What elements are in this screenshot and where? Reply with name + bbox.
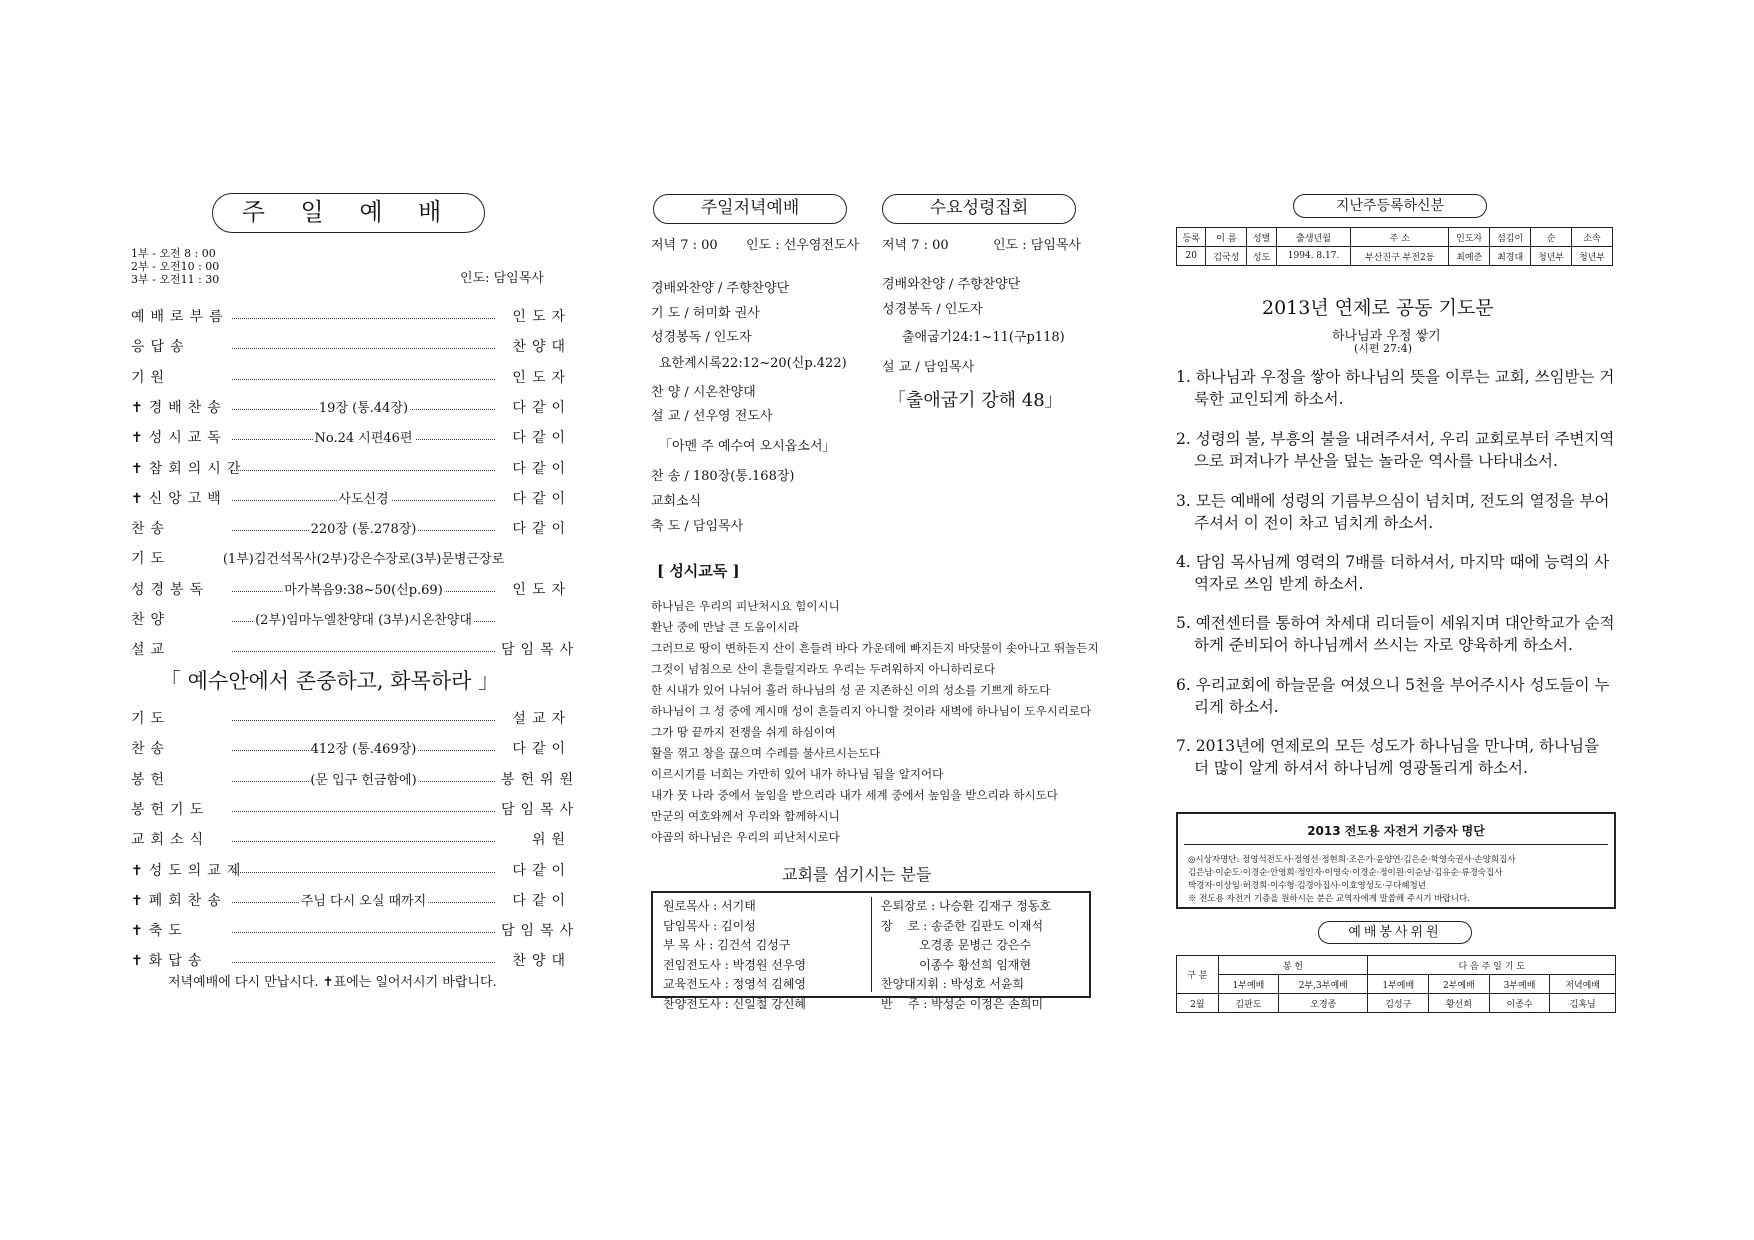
newcomer-cell: 최경대: [1490, 247, 1531, 266]
service-item-person: 다같이: [512, 490, 571, 507]
service-item: [131, 306, 571, 326]
service-item: [131, 518, 571, 538]
service-item-leader-dots: [232, 488, 495, 508]
wednesday-line: 설 교 / 담임목사: [882, 360, 975, 375]
newcomer-cell: 청년부: [1531, 247, 1572, 266]
service-item-person: 인도자: [512, 309, 571, 325]
donor-line: 박경자·이상임·허경희·이수형·김경아집사·이효영성도·구다혜청년: [1188, 881, 1426, 891]
evening-line: 교회소식: [651, 494, 702, 509]
psalm-line: 이르시기를 너희는 가만히 있어 내가 하나님 됨을 알지어다: [651, 767, 944, 781]
service-item-label: 찬송: [131, 521, 171, 538]
committee-subheader-cell: 1부예배: [1218, 975, 1279, 994]
prayer-item: 7. 2013년에 연제로의 모든 성도가 하나님을 만나며, 하나님을 더 많이 알게 하셔서 하나님께 영광돌리게 하소서.: [1176, 737, 1600, 777]
servant-line: 교육전도사 : 정영석 김혜영: [663, 977, 806, 991]
service-item-label: ✝신앙고백: [131, 490, 227, 507]
service-item-label: 성경봉독: [131, 581, 210, 598]
psalm-line: 활을 꺾고 창을 끊으며 수레를 불사르시는도다: [651, 746, 881, 760]
newcomer-cell: 최예준: [1449, 247, 1490, 266]
service-item: [131, 367, 571, 387]
service-item: [131, 860, 571, 880]
evening-line: 성경봉독 / 인도자: [651, 330, 752, 345]
wednesday-time: 저녁 7 : 00: [882, 238, 949, 253]
committee-cell: 김혹님: [1550, 994, 1616, 1013]
donor-line: ◎시상자명단: 정영석전도사·정영선·정현희·조은가·윤양연·김은순·학영숙권사·손양희집사: [1188, 855, 1516, 865]
service-item-person: 다같이: [512, 460, 571, 477]
service-item-leader-dots: [232, 829, 495, 849]
committee-cell: 김성구: [1368, 994, 1429, 1013]
newcomer-header-cell: 소속: [1572, 228, 1613, 247]
committee-cell: 2월: [1177, 994, 1219, 1013]
service-item-detail: 마가복음9:38~50(신p.69): [282, 579, 445, 598]
service-item-leader-dots: [232, 336, 495, 356]
service-item: [131, 639, 580, 659]
service-item-detail: 220장 (통.278장): [309, 518, 419, 537]
committee-subheader-cell: 2부,3부예배: [1279, 975, 1368, 994]
service-item-label: ✝경배찬송: [131, 399, 227, 416]
psalm-line: 내가 뭇 나라 중에서 높임을 받으리라 내가 세계 중에서 높임을 받으리라 하시도다: [651, 788, 1058, 802]
service-item-label: 교회소식: [131, 832, 210, 849]
service-item-person: 찬양대: [512, 339, 571, 356]
service-item-leader-dots: [232, 397, 495, 417]
servants-right: [881, 897, 1051, 1014]
service-item-label: 봉헌기도: [131, 801, 210, 818]
service-item-detail: 주님 다시 오실 때까지: [299, 890, 428, 909]
committee-header-row: [1177, 956, 1616, 975]
servant-line: 전임전도사 : 박경원 선우영: [663, 957, 806, 972]
servant-line: 장 로 : 송준한 김판도 이재석: [881, 918, 1044, 933]
service-item-label: 기도: [131, 711, 171, 727]
service-item-detail: 19장 (통.44장): [317, 397, 410, 416]
service-item-label: 찬양: [131, 612, 171, 628]
psalm-line: 환난 중에 만날 큰 도움이시라: [651, 620, 799, 634]
service-item-leader-dots: [222, 548, 505, 568]
evening-line: 경배와찬양 / 주향찬양단: [651, 281, 790, 296]
prayer-item: 6. 우리교회에 하늘문을 여셨으니 5천을 부어주시사 성도들이 누리게 하소서.: [1176, 676, 1610, 716]
service-item-person: 다같이: [512, 741, 571, 758]
committee-table: [1176, 955, 1616, 1013]
donors-divider: [1184, 844, 1608, 845]
service-item-person: 다같이: [512, 430, 571, 447]
prayer-item: 4. 담임 목사님께 영력의 7배를 더하셔서, 마지막 때에 능력의 사역자로 쓰임 받게 하소서.: [1176, 553, 1610, 593]
service-item-label: 설교: [131, 642, 171, 659]
committee-title: 예배봉사위원: [1348, 925, 1442, 940]
sunday-leader: 인도: 담임목사: [460, 271, 544, 286]
service-item-person: 다같이: [512, 399, 571, 416]
service-item-label: 응답송: [131, 339, 190, 356]
prayer-subref: (시편 27:4): [1354, 342, 1413, 355]
service-item-person: 위원: [531, 832, 571, 849]
prayer-item: 3. 모든 예배에 성령의 기름부으심이 넘치며, 전도의 열정을 부어주셔서 이 전이 차고 넘치게 하소서.: [1176, 492, 1610, 532]
committee-data-row: [1177, 994, 1616, 1013]
committee-cell: 이종수: [1489, 994, 1550, 1013]
service-item-label: 기원: [131, 369, 171, 386]
committee-subheader-cell: 2부예배: [1429, 975, 1490, 994]
wednesday-title-box: [882, 194, 1076, 224]
service-item-leader-dots: [232, 708, 495, 728]
service-times: [131, 247, 219, 286]
newcomer-cell: 부산진구 부전2동: [1351, 247, 1449, 266]
servants-left: [663, 897, 806, 1014]
sunday-footer: 저녁예배에 다시 만납시다. ✝표에는 일어서시기 바랍니다.: [168, 975, 497, 990]
donors-list: [1188, 854, 1516, 906]
evening-line: 찬 양 / 시온찬양대: [651, 385, 756, 400]
service-item-person: 봉헌위원: [501, 771, 580, 788]
committee-cell: 오경종: [1279, 994, 1368, 1013]
committee-cell: 김판도: [1218, 994, 1279, 1013]
newcomer-header-cell: 출생년월: [1276, 228, 1350, 247]
service-item-label: ✝성도의교제: [131, 862, 247, 879]
committee-h-0: 구 분: [1177, 956, 1219, 994]
service-item-person: 찬양대: [512, 953, 571, 970]
service-item-label: 찬송: [131, 741, 171, 758]
service-item: [131, 799, 580, 819]
evening-line: 찬 송 / 180장(통.168장): [651, 469, 795, 484]
time-3: 3부 - 오전11 : 30: [131, 273, 220, 286]
prayer-item: 2. 성령의 불, 부흥의 불을 내려주셔서, 우리 교회로부터 주변지역으로 퍼져나가 부산을 덮는 놀라운 역사를 나타내소서.: [1176, 430, 1615, 470]
evening-title: 주일저녁예배: [700, 198, 800, 218]
service-item: [131, 336, 571, 356]
service-item: [131, 458, 571, 478]
newcomer-title: 지난주등록하신분: [1335, 198, 1445, 214]
psalm-line: 그가 땅 끝까지 전쟁을 쉬게 하심이여: [651, 725, 836, 739]
committee-subheader-row: [1177, 975, 1616, 994]
servant-line: 찬양전도사 : 신일철 강신혜: [663, 996, 806, 1011]
prayer-title: 2013년 연제로 공동 기도문: [1262, 297, 1494, 319]
committee-subheader-cell: 1부예배: [1368, 975, 1429, 994]
service-item-leader-dots: [232, 518, 495, 538]
psalm-line: 그러므로 땅이 변하든지 산이 흔들려 바다 가운데에 빠지든지 바닷물이 솟아나고 뛰놀든지: [651, 641, 1099, 655]
servants-box: [651, 891, 1091, 1011]
servant-line: 담임목사 : 김이성: [663, 918, 756, 933]
service-item: [131, 829, 571, 849]
newcomer-cell: 성도: [1247, 247, 1276, 266]
service-item-person: 인도자: [512, 581, 571, 598]
psalm-line: 한 시내가 있어 나뉘어 흘러 하나님의 성 곧 지존하신 이의 성소를 기쁘게 하도다: [651, 683, 1051, 697]
time-2: 2부 - 오전10 : 00: [131, 260, 220, 273]
service-item-leader-dots: [232, 579, 495, 599]
evening-line: 「아멘 주 예수여 오시옵소서」: [659, 439, 836, 454]
evening-leader: 인도 : 선우영전도사: [746, 238, 860, 253]
wednesday-sermon: 「출애굽기 강해 48」: [888, 390, 1063, 411]
service-item-person: 담임목사: [501, 801, 580, 818]
service-item-person: 다같이: [512, 892, 571, 909]
service-item-label: ✝폐회찬송: [131, 892, 227, 909]
servant-line: 이종수 황선희 임재현: [881, 957, 1032, 972]
newcomer-header-cell: 인도자: [1449, 228, 1490, 247]
psalm-line: 만군의 여호와께서 우리와 함께하시니: [651, 809, 840, 823]
service-item-detail: (1부)김건석목사(2부)강은수장로(3부)문병근장로: [221, 548, 506, 567]
service-item-person: 설교자: [512, 711, 571, 727]
servant-line: 반 주 : 박성순 이정은 손희미: [881, 996, 1044, 1011]
evening-line: 기 도 / 허미화 권사: [651, 306, 760, 321]
service-item-person: 담임목사: [501, 642, 580, 659]
service-item-label: ✝성시교독: [131, 430, 227, 447]
service-item: [131, 708, 571, 728]
service-item: [131, 769, 580, 789]
newcomer-header-cell: 성별: [1247, 228, 1276, 247]
service-item-label: 기도: [131, 551, 171, 568]
service-item: [131, 890, 571, 910]
newcomer-header-cell: 순: [1531, 228, 1572, 247]
prayer-subtitle: 하나님과 우정 쌓기: [1332, 329, 1441, 344]
psalm-line: 하나님이 그 성 중에 계시매 성이 흔들리지 아니할 것이라 새벽에 하나님이 도우시리로다: [651, 704, 1092, 718]
service-item: [131, 548, 571, 568]
prayer-item: 5. 예전센터를 통하여 차세대 리더들이 세워지며 대안학교가 순적하게 준비되어 하나님께서 쓰시는 자로 양육하게 하소서.: [1176, 614, 1615, 654]
servant-line: 오경종 문병근 강은수: [881, 938, 1032, 952]
evening-title-box: [653, 194, 847, 224]
service-item-label: ✝화답송: [131, 953, 208, 970]
service-item-leader-dots: [232, 860, 495, 880]
service-item-label: ✝참회의시간: [131, 460, 247, 477]
wednesday-line: 성경봉독 / 인도자: [882, 302, 983, 317]
service-item-detail: No.24 시편46편: [313, 427, 415, 446]
newcomer-header-cell: 섬김이: [1490, 228, 1531, 247]
service-item-leader-dots: [232, 738, 495, 758]
service-item-person: 담임목사: [501, 923, 580, 940]
donors-title: 2013 전도용 자전거 기증자 명단: [1307, 824, 1485, 838]
service-item: [131, 920, 580, 940]
evening-time: 저녁 7 : 00: [651, 238, 718, 253]
prayer-item: 1. 하나님과 우정을 쌓아 하나님의 뜻을 이루는 교회, 쓰임받는 거룩한 교인되게 하소서.: [1176, 368, 1615, 408]
donor-line: 김은남·이순도·이경순·안영희·정인자·이영숙·이경순·정이원·이순남·김유순·류경숙집사: [1188, 868, 1503, 878]
sunday-title: 주 일 예 배: [241, 198, 456, 226]
psalm-line: 야곱의 하나님은 우리의 피난처시로다: [651, 830, 840, 844]
newcomer-cell: 20: [1177, 247, 1206, 266]
servant-line: 원로목사 : 서기태: [663, 899, 756, 913]
service-item-leader-dots: [232, 609, 495, 629]
psalm-line: 그것이 넘침으로 산이 흔들릴지라도 우리는 두려워하지 아니하리로다: [651, 662, 996, 676]
service-item: [131, 427, 571, 447]
service-item-detail: 412장 (통.469장): [309, 738, 419, 757]
sunday-sermon-title: 「 예수안에서 존중하고, 화목하라 」: [160, 669, 500, 693]
wednesday-line: 경배와찬양 / 주향찬양단: [882, 277, 1021, 292]
service-item: [131, 738, 571, 758]
service-item-detail: 사도신경: [336, 488, 390, 507]
service-item-leader-dots: [232, 639, 495, 659]
service-item-label: ✝축도: [131, 923, 188, 940]
evening-line: 축 도 / 담임목사: [651, 519, 744, 534]
wednesday-title: 수요성령집회: [929, 198, 1029, 218]
service-item-leader-dots: [232, 367, 495, 387]
newcomer-header-cell: 이 름: [1206, 228, 1247, 247]
servant-line: 찬양대지휘 : 박성호 서윤희: [881, 977, 1024, 991]
service-item-label: 예배로부름: [131, 309, 229, 325]
newcomer-cell: 김국성: [1206, 247, 1247, 266]
sunday-title-box: [212, 193, 485, 233]
newcomer-data-row: [1177, 247, 1613, 266]
newcomer-cell: 1994. 8.17.: [1276, 247, 1350, 266]
service-item: [131, 609, 571, 629]
psalm-title: [ 성시교독 ]: [657, 562, 740, 580]
service-item-person: 다같이: [512, 521, 571, 538]
wednesday-line: 출애굽기24:1~11(구p118): [902, 330, 1065, 345]
newcomer-table: [1176, 227, 1613, 266]
service-item: [131, 397, 571, 417]
service-item: [131, 579, 571, 599]
service-item-person: 인도자: [512, 369, 571, 386]
service-item-leader-dots: [232, 799, 495, 819]
newcomer-cell: 청년부: [1572, 247, 1613, 266]
service-item-leader-dots: [232, 427, 495, 447]
committee-title-box: [1318, 921, 1472, 944]
newcomer-title-box: [1293, 194, 1487, 218]
donors-box: [1176, 812, 1616, 909]
service-item: [131, 950, 571, 970]
service-item-leader-dots: [232, 306, 495, 326]
wednesday-leader: 인도 : 담임목사: [993, 238, 1081, 253]
service-item-person: 다같이: [512, 862, 571, 879]
servant-line: 은퇴장로 : 나승환 김재구 정동호: [881, 899, 1051, 913]
servants-title: 교회를 섬기시는 분들: [782, 865, 932, 884]
service-item: [131, 488, 571, 508]
service-item-label: 봉헌: [131, 771, 171, 788]
servant-line: 부 목 사 : 김건석 김성구: [663, 938, 791, 952]
newcomer-header-cell: 주 소: [1351, 228, 1449, 247]
committee-subheader-cell: 저녁예배: [1550, 975, 1616, 994]
committee-h-2: 다 음 주 일 기 도: [1368, 956, 1616, 975]
committee-h-1: 봉 헌: [1218, 956, 1368, 975]
evening-line: 설 교 / 선우영 전도사: [651, 409, 773, 424]
committee-cell: 황선희: [1429, 994, 1490, 1013]
servants-divider: [871, 897, 872, 992]
committee-subheader-cell: 3부예배: [1489, 975, 1550, 994]
service-item-detail: (2부)임마누엘찬양대 (3부)시온찬양대: [253, 609, 474, 628]
service-item-leader-dots: [232, 950, 495, 970]
service-item-leader-dots: [232, 920, 495, 940]
service-item-leader-dots: [232, 769, 495, 789]
service-item-leader-dots: [232, 890, 495, 910]
donor-line: ※ 전도용 자전거 기증을 원하시는 분은 교역자에게 말씀해 주시기 바랍니다.: [1188, 894, 1470, 904]
psalm-line: 하나님은 우리의 피난처시요 힘이시니: [651, 599, 840, 613]
time-1: 1부 - 오전 8 : 00: [131, 247, 216, 260]
service-item-leader-dots: [232, 458, 495, 478]
newcomer-header-cell: 등록: [1177, 228, 1206, 247]
service-item-detail: (문 입구 헌금함에): [308, 769, 418, 788]
evening-line: 요한계시록22:12~20(신p.422): [659, 356, 847, 371]
newcomer-header-row: [1177, 228, 1613, 247]
